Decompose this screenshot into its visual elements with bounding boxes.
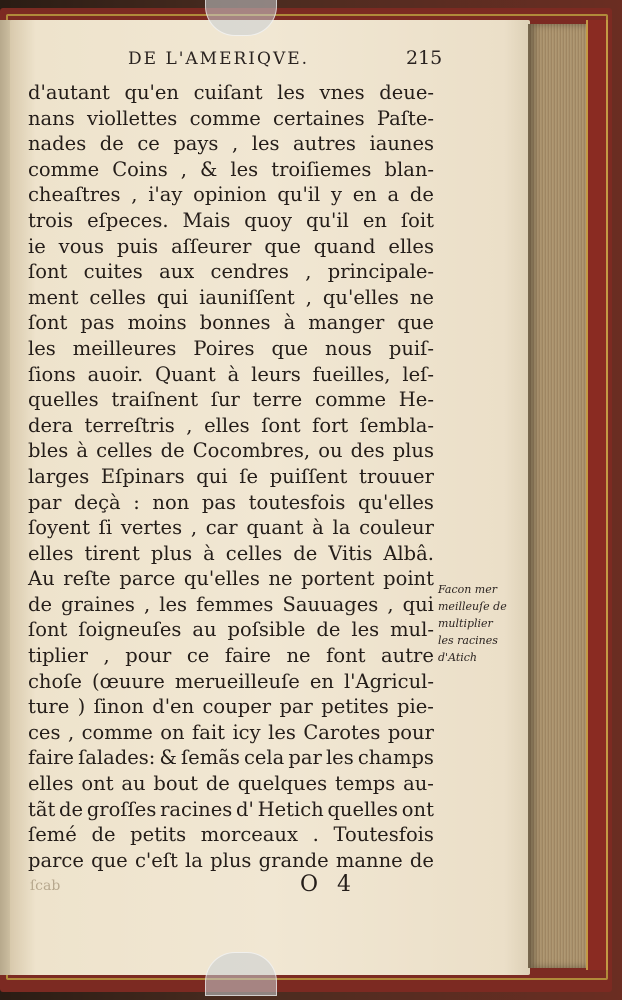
text-line: bles à celles de Cocombres, ou des plus — [28, 439, 434, 463]
text-line: ſont cuites aux cendres , principale- — [28, 260, 434, 284]
text-line: les meilleures Poires que nous puiſ- — [28, 336, 434, 360]
text-line: Au reſte parce qu'elles ne portent point — [28, 567, 434, 591]
text-line: par deçà : non pas toutesfois qu'elles — [28, 490, 434, 514]
text-line: ſoyent ſi vertes , car quant à la couleur — [28, 516, 434, 540]
body-text — [28, 80, 434, 873]
text-line: cheaſtres , i'ay opinion qu'il y en a de — [28, 183, 434, 207]
margin-note-line: d'Atich — [438, 651, 477, 664]
text-line: de graines , les femmes Sauuages , qui — [28, 592, 434, 616]
binding-edge — [586, 20, 608, 970]
text-line: elles tirent plus à celles de Vitis Albâ. — [28, 541, 434, 565]
page-block-edges — [528, 24, 586, 968]
margin-note — [438, 581, 526, 666]
text-line: tãt de groſſes racines d' Hetich quelles ont — [28, 797, 434, 821]
bleed-through-text: ſcab — [30, 878, 61, 894]
text-line: elles ont au bout de quelques temps au- — [28, 772, 434, 796]
text-line: larges Eſpinars qui ſe puiſſent trouuer — [28, 464, 434, 488]
text-line: ſions auoir. Quant à leurs fueilles, leſ- — [28, 362, 434, 386]
text-line: parce que c'eſt la plus grande manne de — [28, 848, 434, 872]
text-line: ture ) ſinon d'en couper par petites pie- — [28, 695, 434, 719]
page-number: 215 — [406, 47, 443, 69]
margin-note-line: multiplier — [438, 617, 493, 630]
text-line: ſont pas moins bonnes à manger que — [28, 311, 434, 335]
text-line: ie vous puis aſſeurer que quand elles — [28, 234, 434, 258]
text-line: ſont ſoigneuſes au poſsible de les mul- — [28, 618, 434, 642]
text-line: quelles traiſnent ſur terre comme He- — [28, 388, 434, 412]
running-title: DE L'AMERIQVE. — [128, 49, 310, 69]
text-line: d'autant qu'en cuiſant les vnes deue- — [28, 81, 434, 104]
signature-mark: O 4 — [300, 872, 358, 897]
margin-note-line: les racines — [438, 634, 498, 647]
text-line: ment celles qui iauniſſent , qu'elles ne — [28, 285, 434, 309]
text-line: choſe (œuure merueilleuſe en l'Agricul- — [28, 669, 434, 693]
margin-note-line: Facon mer — [438, 583, 498, 596]
text-line: nans viollettes comme certaines Paſte- — [28, 106, 434, 130]
text-line: tiplier , pour ce faire ne font autre — [28, 644, 434, 668]
page-clip-bottom — [205, 952, 277, 996]
margin-note-line: meilleuſe de — [438, 600, 507, 613]
text-line: ſemé de petits morceaux . Toutesfois — [28, 823, 434, 847]
text-line: trois eſpeces. Mais quoy qu'il en ſoit — [28, 208, 434, 232]
text-line: faire ſalades: & ſemãs cela par les champs — [28, 746, 434, 770]
text-line: nades de ce pays , les autres iaunes — [28, 132, 434, 156]
text-line: dera terreſtris , elles ſont fort ſembla- — [28, 413, 434, 437]
text-line: ces , comme on fait icy les Carotes pour — [28, 720, 434, 744]
text-line: comme Coins , & les troiſiemes blan- — [28, 157, 434, 181]
